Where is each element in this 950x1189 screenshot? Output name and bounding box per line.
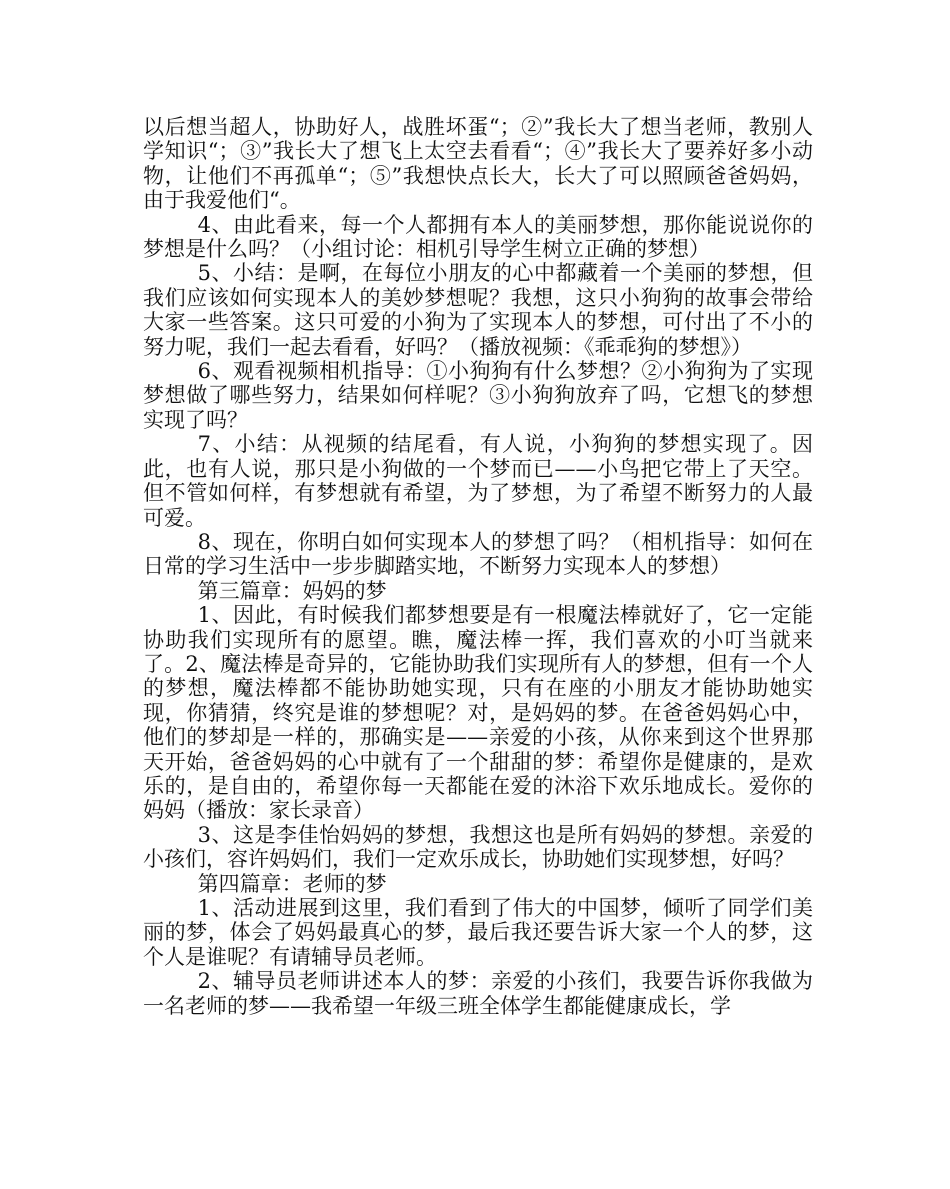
paragraph-continuation: 以后想当超人，协助好人，战胜坏蛋“；②”我长大了想当老师，教别人学知识“；③”我长大了想飞上太空去看看“；④”我长大了要养好多小动物，让他们不再孤单“；⑤”我想快点长大，长大了可以照顾爸爸妈妈，由于我爱他们“。 <box>143 115 813 213</box>
section-heading-chapter-4: 第四篇章：老师的梦 <box>197 871 387 896</box>
document-page <box>143 115 813 1018</box>
paragraph-summary-7: 7、小结：从视频的结尾看，有人说，小狗狗的梦想实现了。因此，也有人说，那只是小狗做的一个梦而已——小鸟把它带上了天空。但不管如何样，有梦想就有希望，为了梦想，为了希望不断努力的人最可爱。 <box>143 432 813 530</box>
paragraph-teacher-dream-2: 2、辅导员老师讲述本人的梦：亲爱的小孩们，我要告诉你我做为一名老师的梦——我希望一年级三班全体学生都能健康成长，学 <box>143 969 813 1018</box>
paragraph-mom-dream-3: 3、这是李佳怡妈妈的梦想，我想这也是所有妈妈的梦想。亲爱的小孩们，容许妈妈们，我们一定欢乐成长，协助她们实现梦想，好吗？ <box>143 822 813 872</box>
paragraph-item-4: 4、由此看来，每一个人都拥有本人的美丽梦想，那你能说说你的梦想是什么吗？（小组讨论：相机引导学生树立正确的梦想） <box>143 212 813 262</box>
paragraph-video-guidance-6: 6、观看视频相机指导：①小狗狗有什么梦想？②小狗狗为了实现梦想做了哪些努力，结果如何样呢？③小狗狗放弃了吗，它想飞的梦想实现了吗？ <box>143 359 813 432</box>
section-heading-chapter-3: 第三篇章：妈妈的梦 <box>197 578 387 603</box>
paragraph-summary-5: 5、小结：是啊，在每位小朋友的心中都藏着一个美丽的梦想，但我们应该如何实现本人的美妙梦想呢？我想，这只小狗狗的故事会带给大家一些答案。这只可爱的小狗为了实现本人的梦想，可付出了不小的努力呢，我们一起去看看，好吗？（播放视频：《乖乖狗的梦想》） <box>143 261 813 359</box>
paragraph-mom-dream-1-2: 1、因此，有时候我们都梦想要是有一根魔法棒就好了，它一定能协助我们实现所有的愿望。瞧，魔法棒一挥，我们喜欢的小叮当就来了。2、魔法棒是奇异的，它能协助我们实现所有人的梦想，但有一个人的梦想，魔法棒都不能协助她实现，只有在座的小朋友才能协助她实现，你猜猜，终究是谁的梦想呢？对，是妈妈的梦。在爸爸妈妈心中，他们的梦却是一样的，那确实是——亲爱的小孩，从你来到这个世界那天开始，爸爸妈妈的心中就有了一个甜甜的梦：希望你是健康的，是欢乐的，是自由的，希望你每一天都能在爱的沐浴下欢乐地成长。爱你的妈妈（播放：家长录音） <box>143 603 813 823</box>
paragraph-teacher-dream-1: 1、活动进展到这里，我们看到了伟大的中国梦，倾听了同学们美丽的梦，体会了妈妈最真心的梦，最后我还要告诉大家一个人的梦，这个人是谁呢？有请辅导员老师。 <box>143 896 813 969</box>
paragraph-item-8: 8、现在，你明白如何实现本人的梦想了吗？（相机指导：如何在日常的学习生活中一步步脚踏实地，不断努力实现本人的梦想） <box>143 529 813 579</box>
